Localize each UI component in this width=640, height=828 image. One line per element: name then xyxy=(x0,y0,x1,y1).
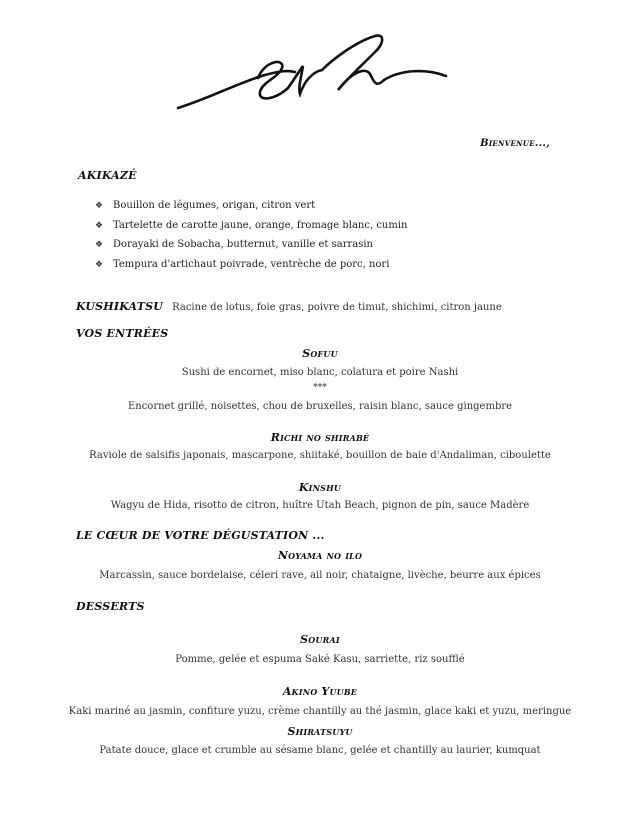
list-item: ❖ Bouillon de légumes, origan, citron vert xyxy=(95,196,407,216)
section-title-desserts: DESSERTS xyxy=(76,600,145,613)
dish-name: Noyama no ilo xyxy=(277,549,363,562)
dish-separator: *** xyxy=(313,383,327,393)
kushikatsu-row xyxy=(76,295,502,314)
dish-description: Patate douce, glace et crumble au sésame blanc, gelée et chantilly au laurier, kumquat xyxy=(99,745,541,756)
list-item: ❖ Tempura d'artichaut poivrade, ventrèche de porc, nori xyxy=(95,255,407,275)
diamond-bullet-icon: ❖ xyxy=(95,201,104,211)
erh-logo xyxy=(170,30,455,115)
section-title-entrees: VOS ENTRÉES xyxy=(76,327,169,340)
section-title-coeur: LE CŒUR DE VOTRE DÉGUSTATION ... xyxy=(76,529,325,542)
dish-name: Akino Yuube xyxy=(282,685,358,698)
dish-name: Kinshu xyxy=(298,481,342,494)
dish-description: Wagyu de Hida, risotto de citron, huître Utah Beach, pignon de pin, sauce Madère xyxy=(110,500,530,511)
dish-description: Pomme, gelée et espuma Saké Kasu, sarriette, riz soufflé xyxy=(175,654,465,665)
list-item: ❖ Tartelette de carotte jaune, orange, fromage blanc, cumin xyxy=(95,216,407,236)
akikaze-list xyxy=(95,196,407,274)
kushikatsu-description: Racine de lotus, foie gras, poivre de timut, shichimi, citron jaune xyxy=(172,302,502,313)
dish-name: Richi no shirabé xyxy=(270,431,370,444)
diamond-bullet-icon: ❖ xyxy=(95,220,104,231)
diamond-bullet-icon: ❖ xyxy=(95,259,104,270)
dish-description: Raviole de salsifis japonais, mascarpone, shiitaké, bouillon de baie d'Andaliman, ciboulette xyxy=(89,450,551,461)
dish-description: Encornet grillé, noisettes, chou de bruxelles, raisin blanc, sauce gingembre xyxy=(127,401,513,412)
diamond-bullet-icon: ❖ xyxy=(95,240,104,250)
list-item: ❖ Dorayaki de Sobacha, butternut, vanille et sarrasin xyxy=(95,235,407,255)
dish-description: Marcassin, sauce bordelaise, céleri rave, ail noir, chataigne, livèche, beurre aux épices xyxy=(99,570,541,581)
welcome-text: Bienvenue..., xyxy=(480,138,550,149)
dish-name: Shiratsuyu xyxy=(287,725,353,738)
dish-name: Sofuu xyxy=(302,347,338,360)
dish-name: Sourai xyxy=(300,633,340,646)
section-title-kushikatsu: KUSHIKATSU xyxy=(76,300,164,313)
section-title-akikaze: AKIKAZÉ xyxy=(78,169,137,182)
dish-description: Sushi de encornet, miso blanc, colatura et poire Nashi xyxy=(181,367,459,378)
dish-description: Kaki mariné au jasmin, confiture yuzu, crème chantilly au thé jasmin, glace kaki et yuzu, meringue xyxy=(68,706,572,717)
